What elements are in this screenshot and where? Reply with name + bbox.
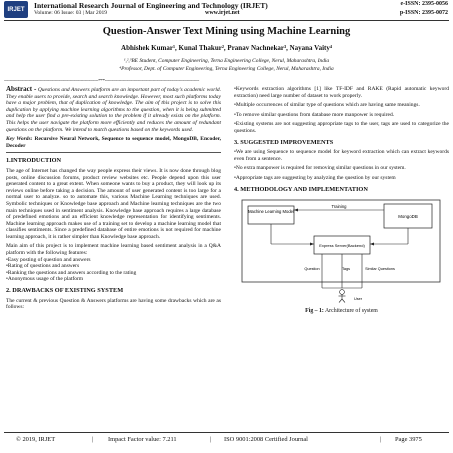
drawbacks-heading: 2. DRAWBACKS OF EXISTING SYSTEM bbox=[6, 287, 124, 295]
intro-paragraph-2: Main aim of this project is to implement machine learning based sentiment analysis in a Q&A platform with the following features: bbox=[6, 243, 221, 257]
training-arrowhead-left bbox=[294, 209, 298, 212]
tags-label: Tags bbox=[341, 267, 351, 272]
db-server-arrowhead bbox=[370, 243, 374, 246]
ml-server-arrowhead bbox=[310, 243, 314, 246]
similar-questions-label: Similar Questions bbox=[365, 267, 395, 272]
feature-item: •Ranking the questions and answers according to the rating bbox=[6, 269, 137, 276]
footer-impact-factor: Impact Factor value: 7.211 bbox=[108, 436, 177, 443]
improvement-item: •No extra manpower is required for removing similar questions in our system. bbox=[234, 165, 406, 172]
page-footer bbox=[0, 432, 453, 446]
right-column bbox=[234, 86, 449, 315]
feature-item: •Easy posting of question and answers bbox=[6, 256, 91, 263]
footer-page: Page 3975 bbox=[395, 436, 422, 443]
volume-issue: Volume: 06 Issue: 03 | Mar 2019 bbox=[34, 10, 108, 16]
footer-separator: | bbox=[92, 436, 94, 443]
mongodb-label: MongoDB bbox=[398, 214, 418, 220]
left-column bbox=[6, 86, 221, 314]
footer-separator: | bbox=[380, 436, 382, 443]
affiliation-students: ¹,²,³BE Student, Computer Engineering, Terna Engineering College, Nerul, Maharashtra, India bbox=[123, 58, 330, 64]
journal-header bbox=[0, 0, 453, 20]
drawback-item: •Keywords extraction algorithms [1] like TF-IDF and RAKE (Rapid automatic keyword extraction) need large number of dataset to work properly. bbox=[234, 86, 449, 99]
footer-copyright: © 2019, IRJET bbox=[16, 436, 56, 443]
abstract-text: Questions and Answers platform are an important part of today's academic world. They enable users to provide, search and search knowledge. However, most such platforms today have a major problem, that of duplication of knowledge. The aim of this project is to solve this duplication by applying machine learning algorithms to the question, when it is being submitted and help the user find a pre-existing solution to the problem if it already exists on the platform. This helps the user navigate the platform more efficiently and reduces the amount of redundant questions on the platform. We intend to match questions based on the keywords used. bbox=[6, 87, 221, 133]
caption-label: Fig – 1: bbox=[305, 308, 324, 315]
feature-item: •Anonymous usage of the platform bbox=[6, 276, 84, 283]
section-separator: ---------------------------------------------------------------------***--------------------------------------------------------------------- bbox=[4, 79, 199, 84]
feature-item: •Rating of questions and answers bbox=[6, 263, 80, 270]
question-label: Question bbox=[304, 267, 320, 272]
intro-heading: 1.INTRODUCTION bbox=[6, 157, 62, 165]
affiliation-professor: ⁴Professor, Dept. of Computer Engineering, Terna Engineering College, Nerul, Maharashtra, India bbox=[119, 66, 334, 72]
keywords-label: Key Words: bbox=[6, 136, 33, 143]
improvements-heading: 3. SUGGESTED IMPROVEMENTS bbox=[234, 138, 334, 146]
improvement-item: •We are using Sequence to sequence model for keyword extraction which can extract keywords even from a sentence. bbox=[234, 149, 449, 162]
caption-text: Architecture of system bbox=[325, 308, 378, 315]
drawback-item: •Multiple occurrences of similar type of questions which are having same meanings. bbox=[234, 102, 420, 109]
ml-model-label: Machine Learning Model bbox=[248, 209, 294, 215]
header-rule bbox=[4, 20, 449, 21]
paper-title: Question-Answer Text Mining using Machine Learning bbox=[102, 26, 351, 37]
drawback-item: •Existing systems are not suggesting appropriate tags to the user, tags are used to categorize the questions. bbox=[234, 121, 449, 134]
journal-website[interactable]: www.irjet.net bbox=[205, 10, 240, 16]
author-list: Abhishek Kumar¹, Kunal Thakur², Pranav Nachnekar³, Nayana Vaity⁴ bbox=[121, 44, 332, 52]
keywords-text: Recursive Neural Network, Sequence to sequence model, MongoDB, Encoder, Decoder bbox=[6, 136, 222, 149]
training-label: Training bbox=[331, 204, 347, 210]
architecture-figure bbox=[234, 196, 449, 306]
drawbacks-paragraph: The current & previous Question & Answers platforms are having some drawbacks which are as follows: bbox=[6, 297, 221, 311]
improvement-item: •Appropriate tags are suggesting by analyzing the question by our system bbox=[234, 174, 396, 181]
intro-paragraph-1: The age of Internet has changed the way people express their views. It is now done through blog posts, online discussion forums, product review websites etc. People depend upon this user generated content to a great extent. When someone wants to buy a product, they will look up its reviews online before taking a decision. The amount of user generated content is too large for a normal user to analyze. so to automate this, various Machine Learning techniques are used. Symbolic techniques or Knowledge base approach and Machine learning techniques are the two main techniques used in sentiment analysis. Knowledge base approach requires a large database of predefined emotions and an efficient knowledge representation for identifying sentiments. Machine learning approach makes use of a training set to develop a machine learning model that classifies sentiments. Since a predefined database of entire emotions is not required for machine learning approach, it is rather simpler than Knowledge base approach. bbox=[6, 167, 221, 240]
footer-iso: ISO 9001:2008 Certified Journal bbox=[224, 436, 308, 443]
user-label: User bbox=[354, 297, 363, 302]
user-icon bbox=[339, 290, 346, 303]
irjet-logo: IRJET bbox=[4, 1, 28, 18]
figure-caption bbox=[234, 308, 449, 315]
abstract-label: Abstract - bbox=[6, 85, 37, 93]
abstract-rule bbox=[6, 152, 221, 153]
journal-name: International Research Journal of Engineering and Technology (IRJET) bbox=[34, 1, 268, 10]
footer-separator: | bbox=[210, 436, 212, 443]
methodology-heading: 4. METHODOLOGY AND IMPLEMENTATION bbox=[234, 185, 368, 193]
drawback-item: •To remove similar questions from database more manpower is required. bbox=[234, 111, 395, 118]
eissn: e-ISSN: 2395-0056 bbox=[400, 1, 448, 7]
pissn: p-ISSN: 2395-0072 bbox=[399, 10, 448, 16]
express-server-label: Express Server(Backend) bbox=[319, 243, 365, 249]
architecture-diagram bbox=[234, 196, 449, 306]
